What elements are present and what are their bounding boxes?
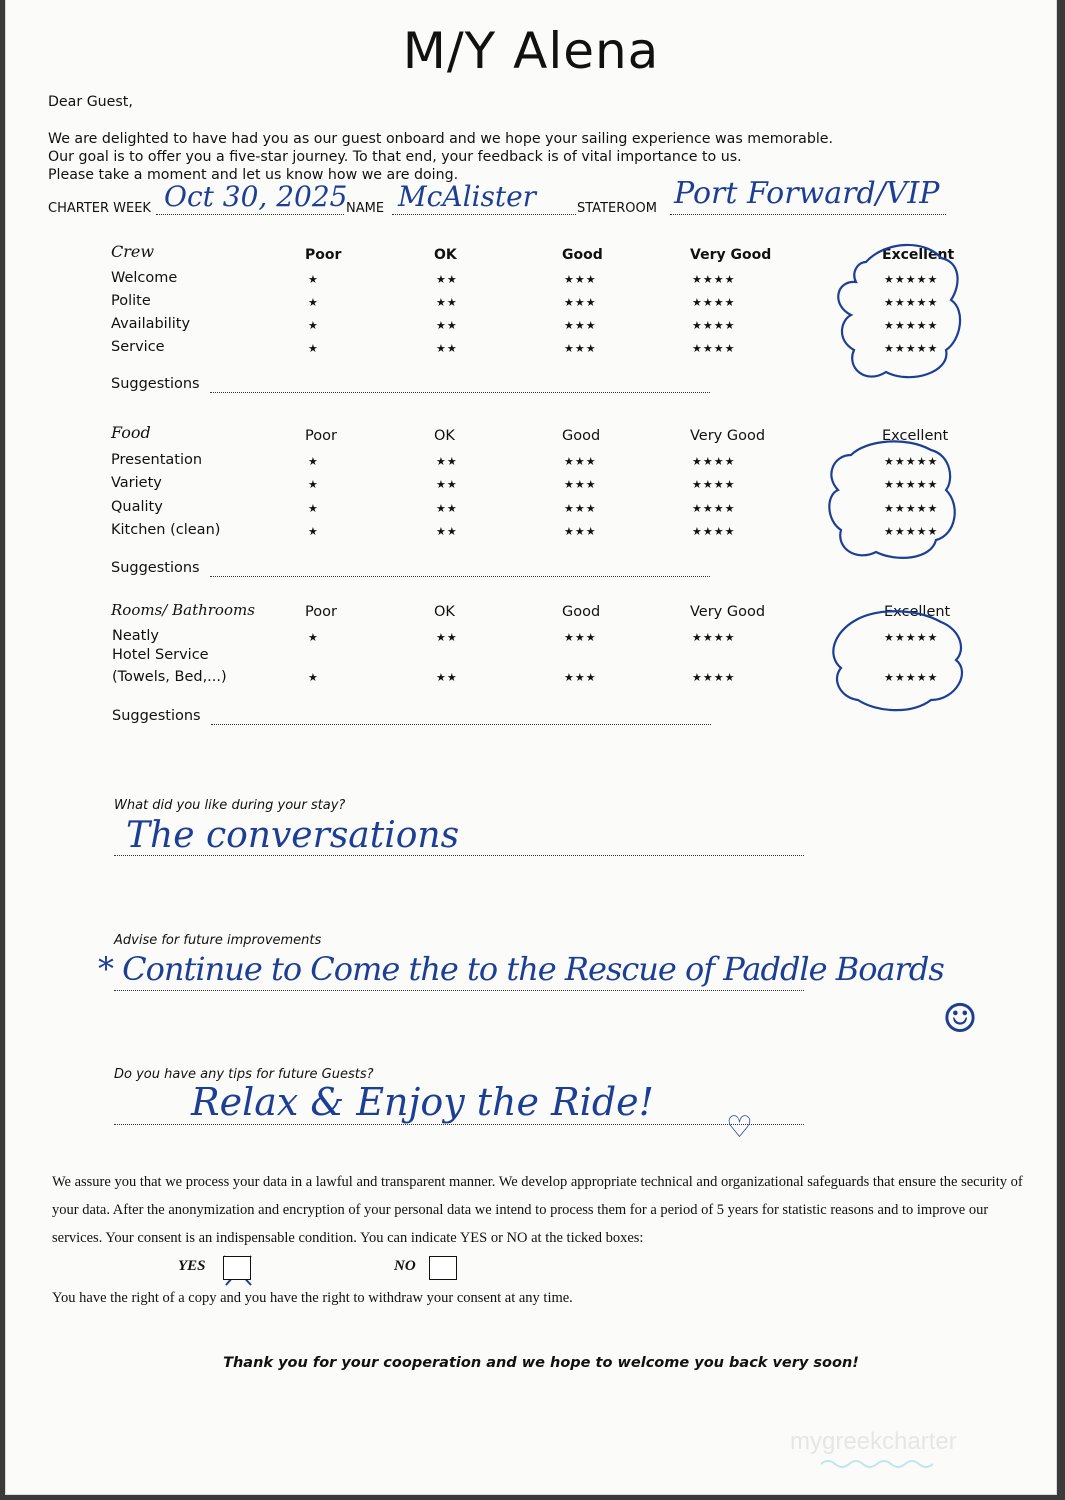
row-service: Service (111, 339, 165, 355)
crew-rating-r3-c4[interactable]: ★★★★★ (884, 342, 939, 355)
crew-rating-r1-c3[interactable]: ★★★★ (692, 296, 736, 309)
crew-rating-r0-c4[interactable]: ★★★★★ (884, 273, 939, 286)
question-advise-label: Advise for future improvements (114, 933, 322, 948)
food-rating-r1-c4[interactable]: ★★★★★ (884, 478, 939, 491)
question-tips-answer[interactable]: Relax & Enjoy the Ride! (191, 1080, 654, 1124)
rooms-rating-r0-c3[interactable]: ★★★★ (692, 631, 736, 644)
consent-text: We assure you that we process your data in a lawful and transparent manner. We develop appropriate technical and organizational safeguards that ensure the security of your data. After the anonymization and encryption of your personal data we intend to process them for a period of 5 years for statistic reasons and to improve our services. Your consent is an indispensable condition. You can indicate YES or NO at the ticked boxes: (52, 1174, 1023, 1246)
excellent-circle-rooms (833, 611, 962, 710)
row-neatly: Neatly (112, 628, 159, 644)
col-ok-food: OK (434, 428, 455, 444)
no-label: NO (394, 1258, 416, 1274)
col-poor-food: Poor (305, 428, 337, 444)
col-good-rooms: Good (562, 604, 601, 620)
col-poor-crew: Poor (305, 247, 342, 263)
row-quality: Quality (111, 499, 163, 515)
crew-rating-r3-c1[interactable]: ★★ (436, 342, 458, 355)
food-rating-r0-c4[interactable]: ★★★★★ (884, 455, 939, 468)
col-ok-crew: OK (434, 247, 457, 263)
feedback-form (6, 0, 1056, 1494)
smiley-doodle: ☺ (942, 996, 978, 1042)
col-good-food: Good (562, 428, 601, 444)
question-liked-label: What did you like during your stay? (114, 798, 346, 813)
question-advise-line (114, 990, 804, 991)
food-rating-r3-c1[interactable]: ★★ (436, 525, 458, 538)
col-verygood-crew: Very Good (690, 247, 772, 263)
food-rating-r3-c4[interactable]: ★★★★★ (884, 525, 939, 538)
no-checkbox[interactable] (429, 1256, 457, 1280)
charter-week-label: CHARTER WEEK (48, 201, 151, 216)
crew-rating-r2-c3[interactable]: ★★★★ (692, 319, 736, 332)
stateroom-value[interactable]: Port Forward/VIP (674, 176, 940, 211)
row-hotel-service: Hotel Service (112, 647, 209, 663)
crew-rating-r2-c0[interactable]: ★ (308, 319, 319, 332)
question-advise-answer[interactable]: * Continue to Come the to the Rescue of Paddle Boards (98, 950, 944, 988)
crew-rating-r0-c1[interactable]: ★★ (436, 273, 458, 286)
rooms-rating-r1-c3[interactable]: ★★★★ (692, 671, 736, 684)
crew-rating-r1-c4[interactable]: ★★★★★ (884, 296, 939, 309)
food-rating-r1-c3[interactable]: ★★★★ (692, 478, 736, 491)
watermark-logo: mygreekcharter (790, 1428, 957, 1455)
food-rating-r2-c0[interactable]: ★ (308, 502, 319, 515)
name-value[interactable]: McAlister (398, 180, 537, 213)
crew-rating-r3-c3[interactable]: ★★★★ (692, 342, 736, 355)
rooms-rating-r1-c0[interactable]: ★ (308, 671, 319, 684)
row-variety: Variety (111, 475, 162, 491)
crew-rating-r3-c2[interactable]: ★★★ (564, 342, 597, 355)
intro-line-3: Please take a moment and let us know how we are doing. (48, 167, 459, 183)
heart-doodle: ♡ (726, 1110, 753, 1145)
food-rating-r2-c4[interactable]: ★★★★★ (884, 502, 939, 515)
food-rating-r1-c2[interactable]: ★★★ (564, 478, 597, 491)
food-rating-r3-c3[interactable]: ★★★★ (692, 525, 736, 538)
thanks-message: Thank you for your cooperation and we hope to welcome you back very soon! (223, 1355, 859, 1371)
crew-rating-r0-c3[interactable]: ★★★★ (692, 273, 736, 286)
row-presentation: Presentation (111, 452, 203, 468)
food-rating-r0-c0[interactable]: ★ (308, 455, 319, 468)
rooms-rating-r1-c2[interactable]: ★★★ (564, 671, 597, 684)
greeting: Dear Guest, (48, 94, 133, 110)
question-liked-answer[interactable]: The conversations (126, 815, 460, 856)
rooms-rating-r1-c4[interactable]: ★★★★★ (884, 671, 939, 684)
food-rating-r0-c1[interactable]: ★★ (436, 455, 458, 468)
yes-label: YES (178, 1258, 206, 1274)
intro-line-1: We are delighted to have had you as our guest onboard and we hope your sailing experience was memorable. (48, 131, 834, 147)
suggestions-label-food: Suggestions (111, 560, 200, 576)
handwritten-marks (6, 0, 1056, 1494)
food-rating-r3-c0[interactable]: ★ (308, 525, 319, 538)
rooms-rating-r0-c0[interactable]: ★ (308, 631, 319, 644)
col-excellent-rooms: Excellent (884, 604, 951, 620)
row-welcome: Welcome (111, 270, 178, 286)
col-ok-rooms: OK (434, 604, 455, 620)
crew-rating-r1-c1[interactable]: ★★ (436, 296, 458, 309)
charter-week-value[interactable]: Oct 30, 2025 (164, 180, 348, 213)
yacht-title: M/Y Alena (402, 22, 660, 80)
row-polite: Polite (111, 293, 151, 309)
food-rating-r3-c2[interactable]: ★★★ (564, 525, 597, 538)
food-rating-r1-c1[interactable]: ★★ (436, 478, 458, 491)
food-rating-r0-c3[interactable]: ★★★★ (692, 455, 736, 468)
stateroom-label: STATEROOM (577, 201, 657, 216)
question-tips-label: Do you have any tips for future Guests? (114, 1067, 374, 1082)
crew-rating-r1-c2[interactable]: ★★★ (564, 296, 597, 309)
crew-rating-r2-c4[interactable]: ★★★★★ (884, 319, 939, 332)
rooms-rating-r0-c4[interactable]: ★★★★★ (884, 631, 939, 644)
rooms-rating-r0-c1[interactable]: ★★ (436, 631, 458, 644)
row-kitchen: Kitchen (clean) (111, 522, 221, 538)
food-rating-r1-c0[interactable]: ★ (308, 478, 319, 491)
yes-checkbox[interactable] (223, 1256, 251, 1280)
food-rating-r2-c3[interactable]: ★★★★ (692, 502, 736, 515)
crew-rating-r2-c1[interactable]: ★★ (436, 319, 458, 332)
excellent-circle-crew (838, 245, 960, 377)
food-rating-r2-c1[interactable]: ★★ (436, 502, 458, 515)
section-title-food: Food (111, 423, 151, 442)
rights-text: You have the right of a copy and you have the right to withdraw your consent at any time. (52, 1290, 573, 1306)
col-poor-rooms: Poor (305, 604, 337, 620)
crew-rating-r2-c2[interactable]: ★★★ (564, 319, 597, 332)
col-verygood-rooms: Very Good (690, 604, 766, 620)
intro-line-2: Our goal is to offer you a five-star journey. To that end, your feedback is of vital importance to us. (48, 149, 742, 165)
name-label: NAME (346, 201, 385, 216)
rooms-rating-r0-c2[interactable]: ★★★ (564, 631, 597, 644)
question-tips-line (114, 1124, 804, 1125)
food-rating-r2-c2[interactable]: ★★★ (564, 502, 597, 515)
crew-rating-r3-c0[interactable]: ★ (308, 342, 319, 355)
col-verygood-food: Very Good (690, 428, 766, 444)
food-rating-r0-c2[interactable]: ★★★ (564, 455, 597, 468)
suggestions-label-rooms: Suggestions (112, 708, 201, 724)
crew-rating-r0-c0[interactable]: ★ (308, 273, 319, 286)
crew-rating-r0-c2[interactable]: ★★★ (564, 273, 597, 286)
suggestions-label-crew: Suggestions (111, 376, 200, 392)
rooms-rating-r1-c1[interactable]: ★★ (436, 671, 458, 684)
row-towels-bed: (Towels, Bed,...) (112, 669, 227, 685)
col-excellent-crew: Excellent (882, 247, 955, 263)
col-excellent-food: Excellent (882, 428, 949, 444)
row-availability: Availability (111, 316, 191, 332)
excellent-circle-food (829, 441, 954, 558)
section-title-rooms: Rooms/ Bathrooms (111, 601, 255, 619)
col-good-crew: Good (562, 247, 603, 263)
crew-rating-r1-c0[interactable]: ★ (308, 296, 319, 309)
watermark-wave-icon (821, 1458, 941, 1470)
section-title-crew: Crew (111, 242, 155, 261)
